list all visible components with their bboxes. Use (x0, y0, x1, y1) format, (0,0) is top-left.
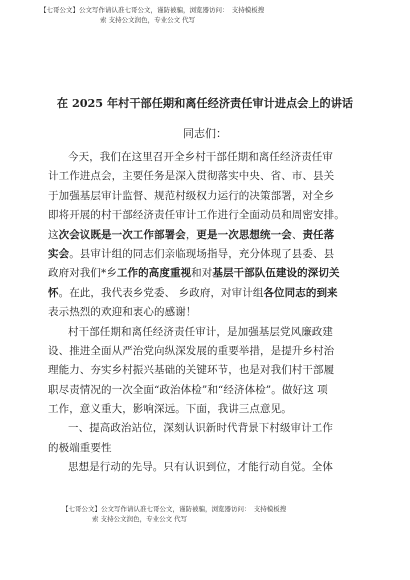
text-segment: 、 (291, 228, 303, 241)
document-body (48, 148, 368, 478)
text-line (48, 400, 368, 419)
text-line (48, 342, 368, 361)
footer-line: 索 支持公文润色，专业公文 代写 (92, 515, 188, 523)
header-line: 【七哥公文】公文写作请认准七哥公文，谨防被骗，浏览器访问： 支持模板搜 (40, 6, 265, 14)
watermark-footer (62, 504, 382, 524)
text-line (48, 187, 368, 206)
bold-text: 各位同志的到来 (263, 286, 338, 299)
text-segment: ， (185, 228, 197, 241)
bold-text: 工作的高度重视 (116, 267, 192, 280)
bold-text: 怀 (48, 286, 59, 299)
watermark-header (40, 5, 380, 25)
document-title: 在 2025 年村干部任期和离任经济责任审计进点会上的讲话 (56, 96, 354, 110)
text-segment: 工作，意义重大，影响深远。下面，我讲三点意见。 (48, 403, 292, 416)
text-segment: 设、推进全面从严治党向纵深发展的重要举措，是提升乡村治 (48, 344, 335, 357)
text-segment: 政府对我们*乡 (48, 267, 117, 280)
text-segment: 。在此，我代表乡党委、 乡政府，对审计组 (58, 286, 264, 299)
text-line (48, 264, 368, 283)
text-segment: 表示热烈的欢迎和衷心的感谢！ (48, 306, 197, 319)
text-segment: 今天，我们在这里召开全乡村干部任期和离任经济责任审 (68, 151, 333, 163)
bold-text: 责任落 (302, 228, 335, 241)
text-line (48, 148, 368, 167)
text-segment: 和对 (191, 267, 213, 280)
bold-text: 实会 (48, 247, 70, 260)
text-line (48, 245, 368, 264)
text-segment: 这 (48, 228, 59, 241)
text-segment: 于加强基层审计监督、规范村级权力运行的决策部署，对全乡 (48, 189, 335, 202)
text-segment: 的极端重要性 (48, 441, 112, 454)
text-segment: 一、提高政治站位，深刻认识新时代背景下村级审计工作 (68, 422, 333, 435)
text-line (48, 167, 368, 186)
bold-text: 基层干部队伍建设的深切关 (212, 267, 340, 280)
text-line (48, 206, 368, 225)
text-line (48, 323, 368, 342)
text-line (48, 419, 368, 438)
text-segment: 。县审计组的同志们亲临现场指导，充分体现了县委、县 (69, 247, 335, 260)
footer-line: 【七哥公文】公文写作请认准七哥公文，谨防被骗，浏览器访问： 支持模板搜 (62, 505, 287, 513)
text-segment: 思想是行动的先导。只有认识到位，才能行动自觉。全体 (68, 461, 333, 474)
text-line (48, 361, 368, 380)
text-line (48, 439, 368, 458)
header-line: 索 支持公文润色，专业公文 代写 (100, 16, 196, 24)
text-line (48, 303, 368, 322)
text-segment: 计工作进点会，主要任务是深入贯彻落实中央、省、市、县关 (48, 170, 335, 183)
text-line (48, 458, 368, 477)
text-line (48, 381, 368, 400)
bold-text: 次会议既是一次工作部署会 (58, 228, 186, 241)
text-line (48, 284, 368, 303)
text-segment: 理能力、夯实乡村振兴基础的关键环节，也是对我们村干部履 (48, 364, 335, 377)
text-segment: 职尽责情况的一次全面“政治体检”和“经济体检”。做好这 项 (48, 383, 328, 396)
greeting: 同志们： (183, 127, 227, 140)
text-segment: 村干部任期和离任经济责任审计，是加强基层党风廉政建 (68, 325, 333, 338)
text-segment: 即将开展的村干部经济责任审计工作进行全面动员和周密安排。 (48, 209, 345, 222)
bold-text: 更是一次思想统一会 (196, 228, 292, 241)
text-line (48, 226, 368, 245)
